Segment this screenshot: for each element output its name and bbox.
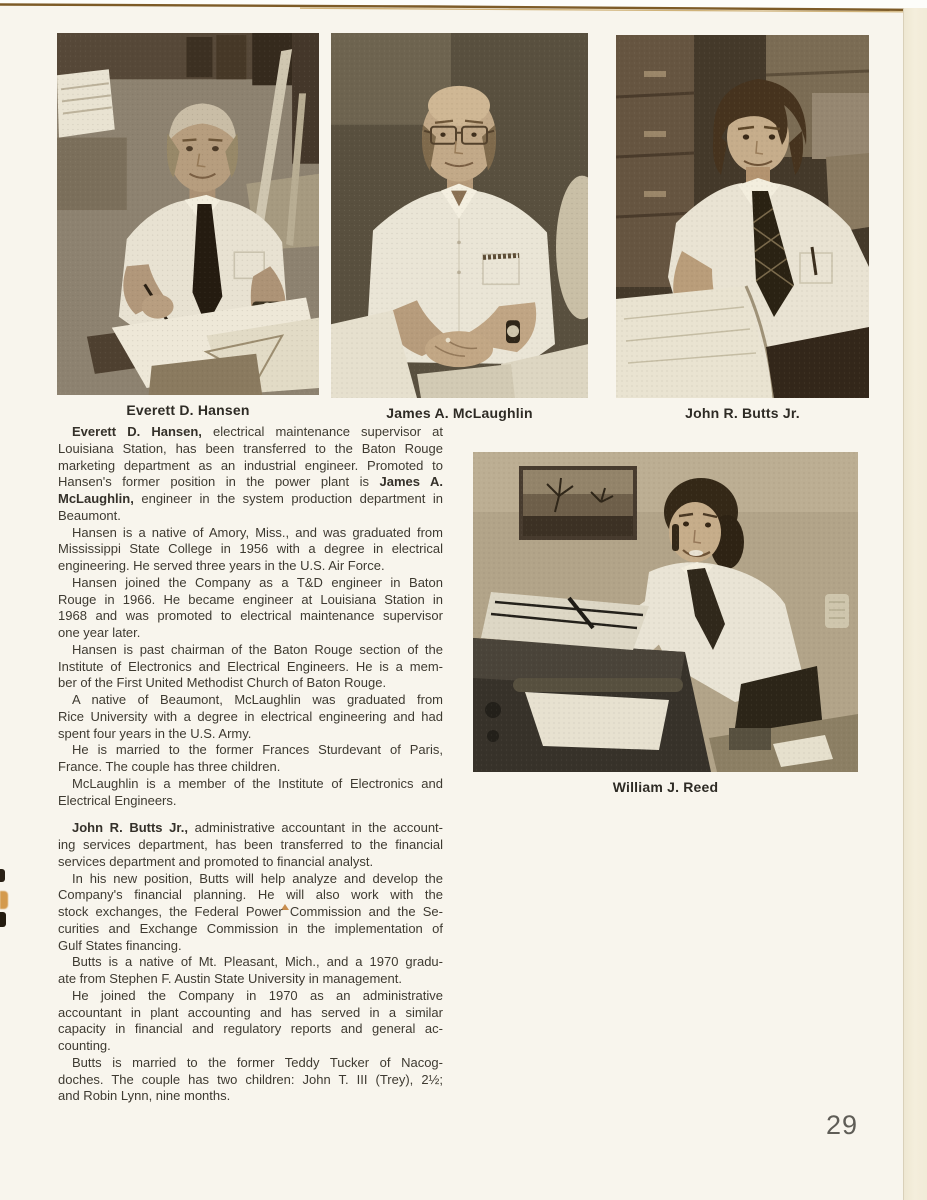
text-line: and Robin Lynn, nine months. bbox=[58, 1088, 231, 1104]
paragraph bbox=[58, 776, 443, 810]
article-column-right bbox=[473, 452, 858, 795]
text-line: A native of Beaumont, McLaughlin was graduated from bbox=[72, 692, 443, 707]
text-line: Company's financial planning. He will also work with the bbox=[58, 887, 443, 903]
paragraph bbox=[58, 871, 443, 955]
text-line: Rouge in 1966. He became engineer at Louisiana Station in bbox=[58, 591, 443, 607]
photo-reed-image bbox=[473, 452, 858, 772]
paragraph bbox=[58, 692, 443, 742]
photo-caption-mclaughlin: James A. McLaughlin bbox=[386, 405, 533, 421]
paragraph bbox=[58, 954, 443, 988]
text-line: Rice University with a degree in electrical engineering and had bbox=[58, 708, 443, 724]
photo-butts-image bbox=[616, 35, 869, 398]
text-line: marketing department as an industrial engineer. Promoted to bbox=[58, 457, 443, 473]
paragraph bbox=[58, 820, 443, 870]
scan-artifact-mark bbox=[0, 912, 6, 927]
text-line: Hansen is past chairman of the Baton Rouge section of the bbox=[72, 641, 443, 657]
photo-caption-hansen: Everett D. Hansen bbox=[126, 402, 250, 418]
article-column-left bbox=[58, 424, 443, 1105]
photo-hansen-image bbox=[57, 33, 319, 395]
photo-caption-butts: John R. Butts Jr. bbox=[685, 405, 800, 421]
photo-mclaughlin-image bbox=[331, 33, 588, 398]
text-line: ing services department, has been transferred to the financial bbox=[58, 837, 443, 852]
scan-artifact-mark bbox=[0, 869, 5, 882]
text-line: McLaughlin, engineer in the system production department in bbox=[58, 491, 443, 506]
page-number: 29 bbox=[826, 1110, 859, 1140]
text-line: ber of the First United Methodist Church of Baton Rouge. bbox=[58, 675, 387, 691]
text-line: Hansen joined the Company as a T&D engineer in Baton bbox=[72, 574, 443, 590]
text-line: Beaumont. bbox=[58, 507, 121, 523]
scan-artifact-mark bbox=[0, 891, 8, 909]
text-line: Hansen's former position in the power plant is James A. bbox=[58, 474, 443, 490]
photo-caption-reed: William J. Reed bbox=[612, 779, 719, 795]
text-line: ate from Stephen F. Austin State University in management. bbox=[58, 971, 402, 986]
text-line: France. The couple has three children. bbox=[58, 759, 281, 774]
text-line: McLaughlin is a member of the Institute of Electronics and bbox=[72, 775, 443, 791]
text-line: one year later. bbox=[58, 625, 141, 640]
page-right-edge-strip bbox=[903, 8, 927, 1200]
text-line: curities and Exchange Commission in the implementation of bbox=[58, 920, 443, 936]
text-line: Electrical Engineers. bbox=[58, 792, 177, 808]
text-line: services department and promoted to financial analyst. bbox=[58, 853, 374, 869]
photo-john-butts bbox=[616, 35, 869, 421]
text-line: Butts is married to the former Teddy Tucker of Nacog- bbox=[72, 1054, 443, 1070]
paragraph bbox=[58, 525, 443, 575]
text-line: accountant in plant accounting and has served in a similar bbox=[58, 1004, 443, 1020]
paragraph bbox=[58, 424, 443, 525]
photo-james-mclaughlin bbox=[331, 33, 588, 421]
paragraph bbox=[58, 575, 443, 642]
paragraph bbox=[58, 642, 443, 692]
page-binding-edge bbox=[0, 0, 927, 16]
photo-william-reed bbox=[473, 452, 858, 796]
text-line: Institute of Electronics and Electrical Engineers. He is a mem- bbox=[58, 658, 443, 674]
paragraph bbox=[58, 988, 443, 1055]
text-line: He joined the Company in 1970 as an administrative bbox=[72, 987, 443, 1003]
text-line: 1968 and was promoted to electrical maintenance supervisor bbox=[58, 608, 443, 624]
photo-everett-hansen bbox=[57, 33, 319, 418]
text-line: He is married to the former Frances Sturdevant of Paris, bbox=[72, 742, 443, 758]
text-line: Louisiana Station, has been transferred to the Baton Rouge bbox=[58, 440, 443, 456]
text-line: stock exchanges, the Federal Power Commission and the Se- bbox=[58, 904, 443, 919]
text-line: Butts is a native of Mt. Pleasant, Mich., and a 1970 gradu- bbox=[72, 954, 443, 970]
text-line: In his new position, Butts will help analyze and develop the bbox=[72, 870, 443, 886]
text-line: capacity in financial and regulatory reports and general ac- bbox=[58, 1021, 443, 1037]
text-line: doches. The couple has two children: John T. III (Trey), 2½; bbox=[58, 1071, 443, 1087]
text-line: Mississippi State College in 1956 with a degree in electrical bbox=[58, 541, 443, 557]
text-line: Everett D. Hansen, electrical maintenance supervisor at bbox=[72, 424, 443, 439]
paragraph bbox=[58, 742, 443, 776]
text-line: spent four years in the U.S. Army. bbox=[58, 725, 252, 741]
text-line: counting. bbox=[58, 1038, 111, 1053]
text-line: Gulf States financing. bbox=[58, 937, 182, 953]
text-line: John R. Butts Jr., administrative accountant in the account- bbox=[72, 820, 443, 836]
paragraph bbox=[58, 1055, 443, 1105]
text-line: Hansen is a native of Amory, Miss., and was graduated from bbox=[72, 524, 443, 540]
text-line: engineering. He served three years in the U.S. Air Force. bbox=[58, 558, 385, 573]
